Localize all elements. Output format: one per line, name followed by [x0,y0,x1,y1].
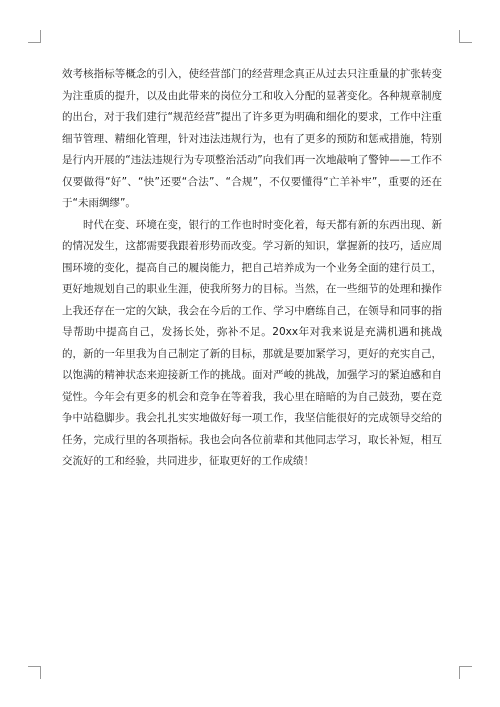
crop-mark-top-right [459,30,472,43]
crop-mark-bottom-left [28,666,41,679]
document-body [62,64,442,473]
paragraph-2: 时代在变、环境在变，银行的工作也时时变化着，每天都有新的东西出现、新的情况发生，这都需要我跟着形势而改变。学习新的知识，掌握新的技巧，适应周围环境的变化，提高自己的履岗能力，把自己培养成为一个业务全面的建行员工，更好地规划自己的职业生涯，使我所努力的目标。当然，在一些细节的处理和操作上我还存在一定的欠缺，我会在今后的工作、学习中磨练自己，在领导和同事的指导帮助中提高自己，发扬长处，弥补不足。20xx年对我来说是充满机遇和挑战的，新的一年里我为自己制定了新的目标，那就是要加紧学习，更好的充实自己，以饱满的精神状态来迎接新工作的挑战。面对严峻的挑战，加强学习的紧迫感和自觉性。今年会有更多的机会和竞争在等着我，我心里在暗暗的为自己鼓劲，要在竞争中站稳脚步。我会扎扎实实地做好每一项工作，我坚信能很好的完成领导交给的任务，完成行里的各项指标。我也会向各位前辈和其他同志学习，取长补短，相互交流好的工和经验，共同进步，征取更好的工作成绩！ [62,218,442,467]
paragraph-1: 效考核指标等概念的引入，使经营部门的经营理念真正从过去只注重量的扩张转变为注重质的提升，以及由此带来的岗位分工和收入分配的显著变化。各种规章制度的出台，对于我们建行“规范经营”提出了许多更为明确和细化的要求，工作中注重细节管理、精细化管理，针对违法违规行为，也有了更多的预防和惩戒措施，特别是行内开展的“违法违规行为专项整治活动”向我们再一次地敲响了警钟——工作不仅要做得“好”、“快”还要“合法”、“合规”，不仅要懂得“亡羊补牢”，重要的还在于“未雨绸缪”。 [62,68,442,209]
crop-mark-top-left [28,30,41,43]
crop-mark-bottom-right [459,666,472,679]
